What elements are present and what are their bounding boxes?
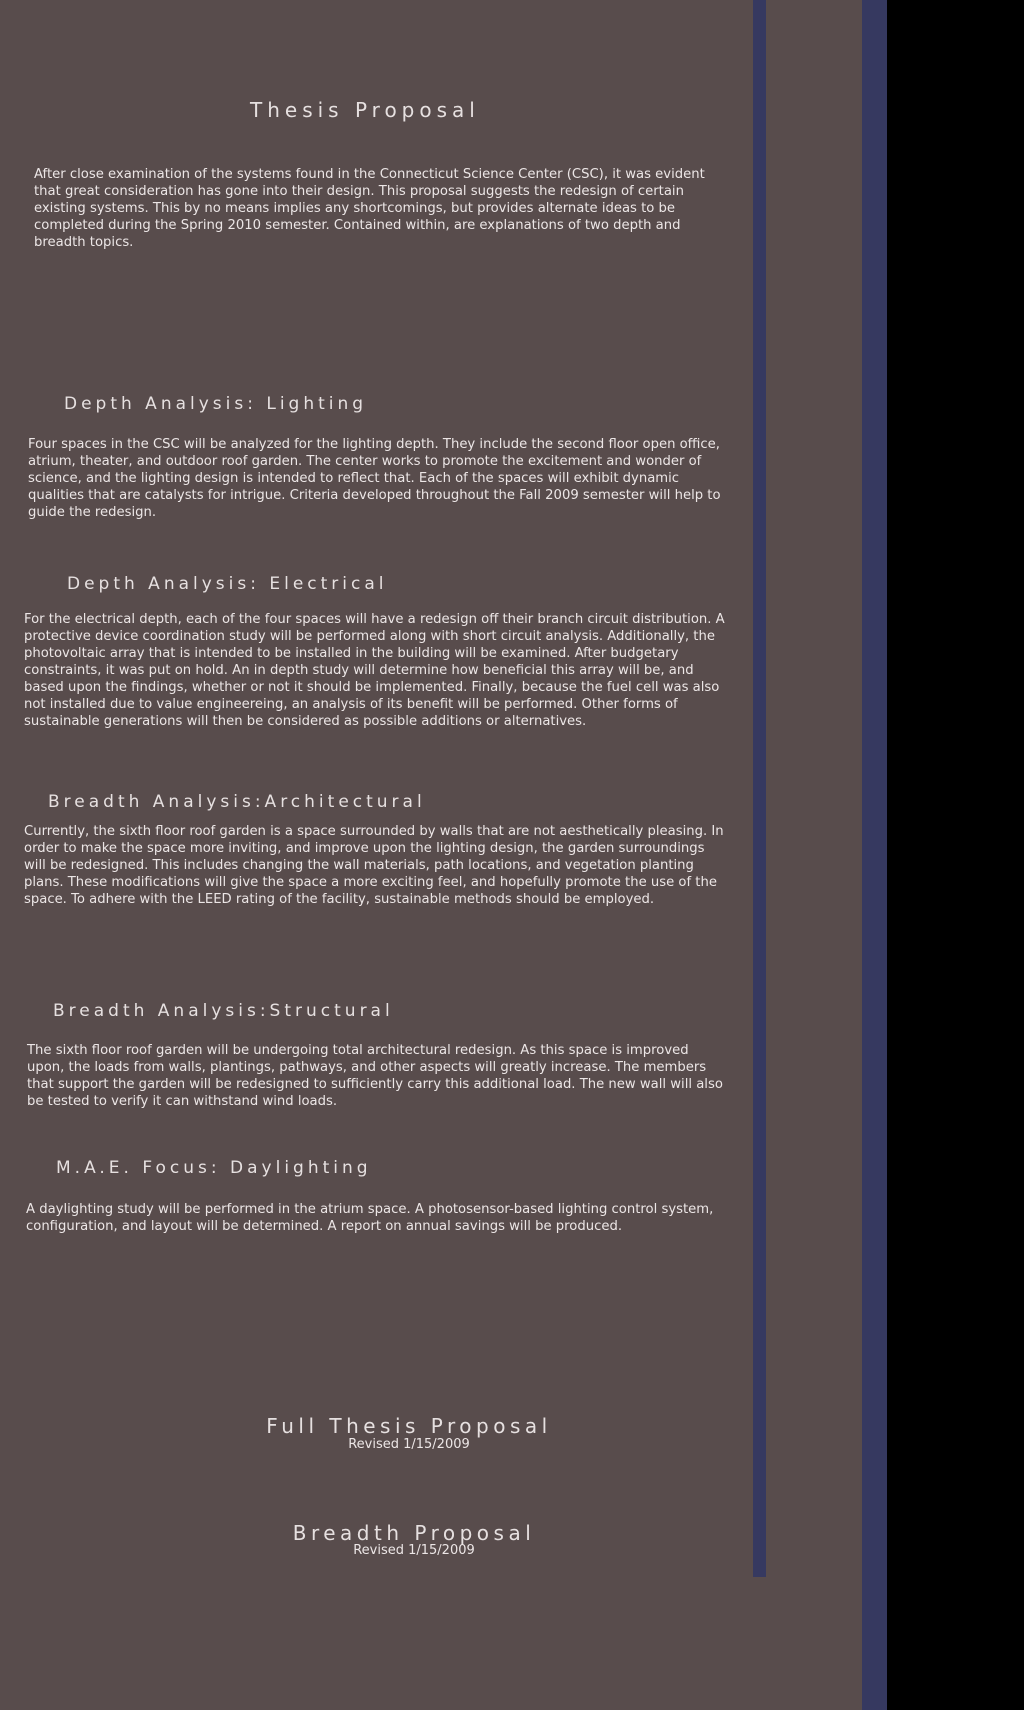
full-thesis-proposal-link[interactable]: Full Thesis Proposal <box>266 1414 552 1438</box>
section-heading-lighting: Depth Analysis: Lighting <box>64 394 368 414</box>
inner-stripe-divider <box>753 0 766 1577</box>
section-heading-daylighting: M.A.E. Focus: Daylighting <box>56 1158 372 1178</box>
page-title: Thesis Proposal <box>250 98 480 122</box>
full-thesis-revised-date: Revised 1/15/2009 <box>348 1437 470 1452</box>
section-heading-architectural: Breadth Analysis:Architectural <box>48 792 426 812</box>
section-heading-structural: Breadth Analysis:Structural <box>53 1001 394 1021</box>
intro-paragraph: After close examination of the systems found in the Connecticut Science Center (CSC), it was evident that great consideration has gone into their design. This proposal suggests the redesign of certain existing systems. This by no means implies any shortcomings, but provides alternate ideas to be completed during the Spring 2010 semester. Contained within, are explanations of two depth and breadth topics. <box>34 167 705 250</box>
section-body-daylighting: A daylighting study will be performed in the atrium space. A photosensor-based lighting control system, configuration, and layout will be determined. A report on annual savings will be produced. <box>26 1202 714 1234</box>
section-body-architectural: Currently, the sixth floor roof garden is a space surrounded by walls that are not aesthetically pleasing. In order to make the space more inviting, and improve upon the lighting design, the garden surroundings will be redesigned. This includes changing the wall materials, path locations, and vegetation planting plans. These modifications will give the space a more exciting feel, and hopefully promote the use of the space. To adhere with the LEED rating of the facility, sustainable methods should be employed. <box>24 824 724 907</box>
breadth-proposal-link[interactable]: Breadth Proposal <box>292 1521 536 1545</box>
section-body-lighting: Four spaces in the CSC will be analyzed for the lighting depth. They include the second floor open office, atrium, theater, and outdoor roof garden. The center works to promote the excitement and wonder of science, and the lighting design is intended to reflect that. Each of the spaces will exhibit dynamic qualities that are catalysts for intrigue. Criteria developed throughout the Fall 2009 semester will help to guide the redesign. <box>28 437 721 520</box>
section-body-electrical: For the electrical depth, each of the four spaces will have a redesign off their branch circuit distribution. A protective device coordination study will be performed along with short circuit analysis. Additionally, the photovoltaic array that is intended to be installed in the building will be examined. After budgetary constraints, it was put on hold. An in depth study will determine how beneficial this array will be, and based upon the findings, whether or not it should be implemented. Finally, because the fuel cell was also not installed due to value engineereing, an analysis of its benefit will be performed. Other forms of sustainable generations will then be considered as possible additions or alternatives. <box>24 612 725 729</box>
outer-stripe-divider <box>862 0 887 1710</box>
breadth-revised-date: Revised 1/15/2009 <box>353 1543 475 1558</box>
section-heading-electrical: Depth Analysis: Electrical <box>67 574 388 594</box>
section-body-structural: The sixth floor roof garden will be undergoing total architectural redesign. As this space is improved upon, the loads from walls, plantings, pathways, and other aspects will greatly increase. The members that support the garden will be redesigned to sufficiently carry this additional load. The new wall will also be tested to verify it can withstand wind loads. <box>27 1043 723 1109</box>
